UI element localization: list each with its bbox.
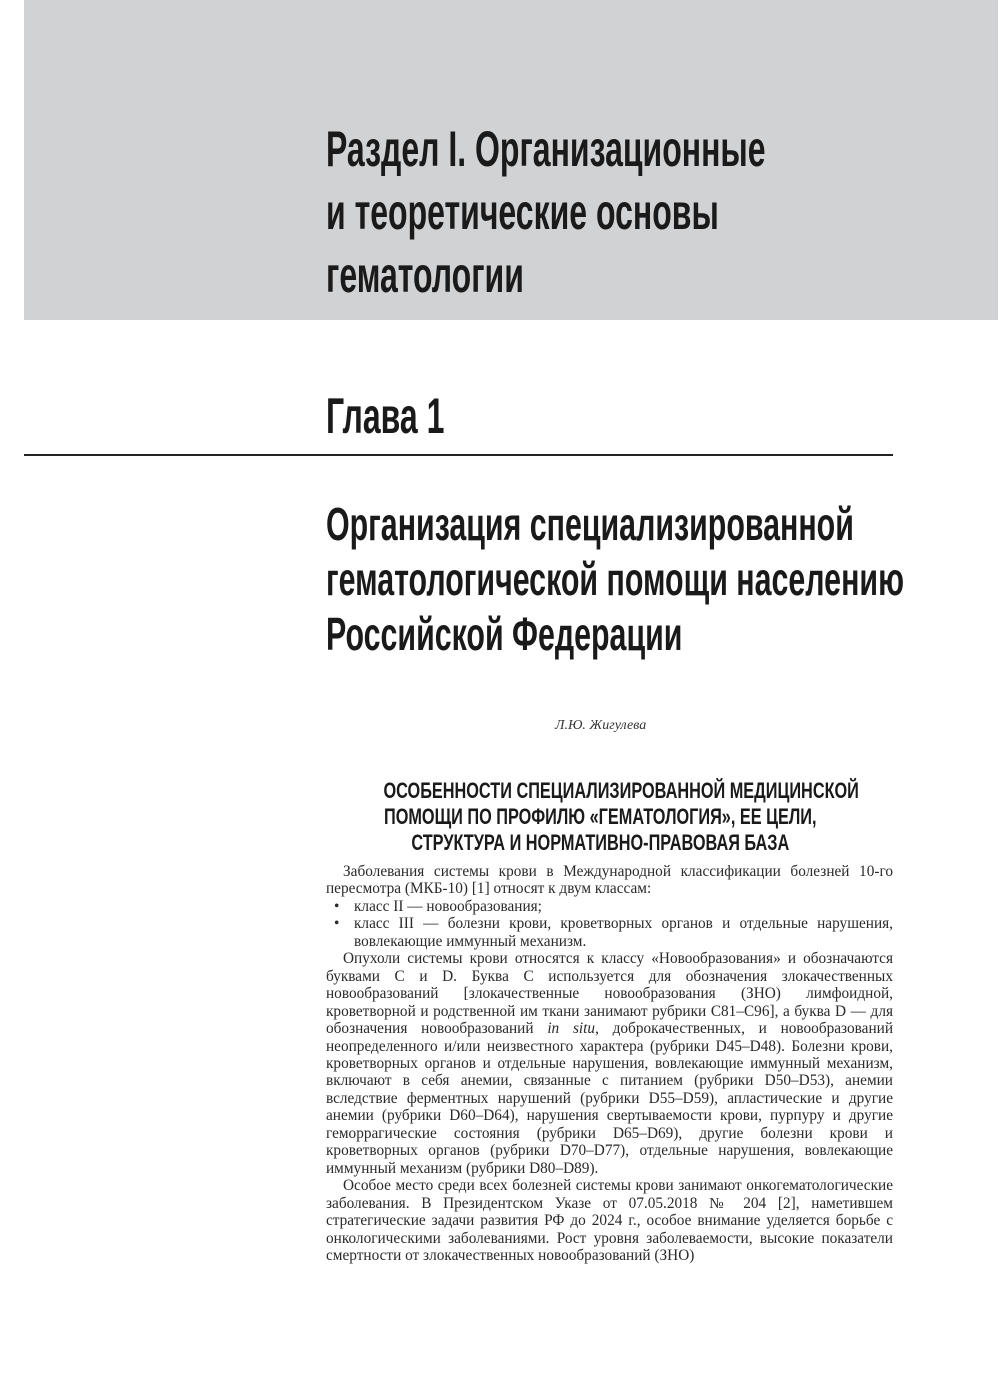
chapter-author: Л.Ю. Жигулева xyxy=(555,718,647,733)
chapter-title-line: Организация специализированной xyxy=(326,498,854,550)
section-heading xyxy=(300,778,900,856)
list-item: • класс III — болезни крови, кроветворных органов и отдельные нарушения, вовлекающие иммунный механизм. xyxy=(354,915,893,950)
list-item: • класс II — новообразования; xyxy=(354,898,893,915)
part-title-line: гематологии xyxy=(326,247,524,303)
chapter-label: Глава 1 xyxy=(326,388,445,444)
paragraph-text: , доброкачественных, и новообразований неопределенного и/или неизвестного характера (рубрики D45–D48). Болезни крови, кроветворных органов и отдельные нарушения, вовлекающие иммунный механизм, включают в себя анемии, связанные с питанием (рубрики D50–D53), анемии вследствие ферментных нарушений (рубрики D55–D59), апластические и другие анемии (рубрики D60–D64), нарушения свертываемости крови, пурпуру и другие геморрагические состояния (рубрики D65–D69), другие болезни крови и кроветворных органов (рубрики D70–D77), отдельные нарушения, вовлекающие иммунный механизм (рубрики D80–D89). xyxy=(326,1020,894,1177)
part-title xyxy=(326,118,766,307)
section-heading-line: СТРУКТУРА И НОРМАТИВНО-ПРАВОВАЯ БАЗА xyxy=(411,830,789,855)
part-title-line: и теоретические основы xyxy=(326,184,719,240)
paragraph-oncohematology: Особое место среди всех болезней системы крови занимают онкогематологические заболевания. В Президентском Указе от 07.05.2018 № 204 [2], наметившем стратегические задачи развития РФ до 2024 г., особое внимание уделяется борьбе с онкологическими заболеваниями. Рост уровня заболеваемости, высокие показатели смертности от злокачественных новообразований (ЗНО) xyxy=(326,1177,893,1264)
italic-term: in situ xyxy=(547,1020,596,1038)
section-heading-line: ОСОБЕННОСТИ СПЕЦИАЛИЗИРОВАННОЙ МЕДИЦИНСКОЙ xyxy=(383,778,859,803)
paragraph-neoplasms xyxy=(326,950,893,1177)
section-heading-line: ПОМОЩИ ПО ПРОФИЛЮ «ГЕМАТОЛОГИЯ», ЕЕ ЦЕЛИ, xyxy=(383,804,817,829)
paragraph-intro: Заболевания системы крови в Международной классификации болезней 10-го пересмотра (МКБ-10) [1] относят к двум классам: xyxy=(326,863,893,898)
chapter-title-line: Российской Федерации xyxy=(326,608,683,660)
body-text xyxy=(326,863,893,1264)
classes-list xyxy=(326,898,893,950)
part-title-line: Раздел I. Организационные xyxy=(326,121,766,177)
chapter-title-line: гематологической помощи населению xyxy=(326,553,905,605)
paragraph-text: Опухоли системы крови относятся к классу «Новообразования» и обозначаются буквами C и D. Буква C используется для обозначения злокачественных новообразований [злокачественные новообразования (ЗНО) лимфоидной, кроветворной и родственной им ткани занимают рубрики C81–C96], а буква D — для обозначения новообразований xyxy=(326,950,893,1038)
chapter-divider xyxy=(24,454,893,456)
chapter-title xyxy=(326,497,904,662)
